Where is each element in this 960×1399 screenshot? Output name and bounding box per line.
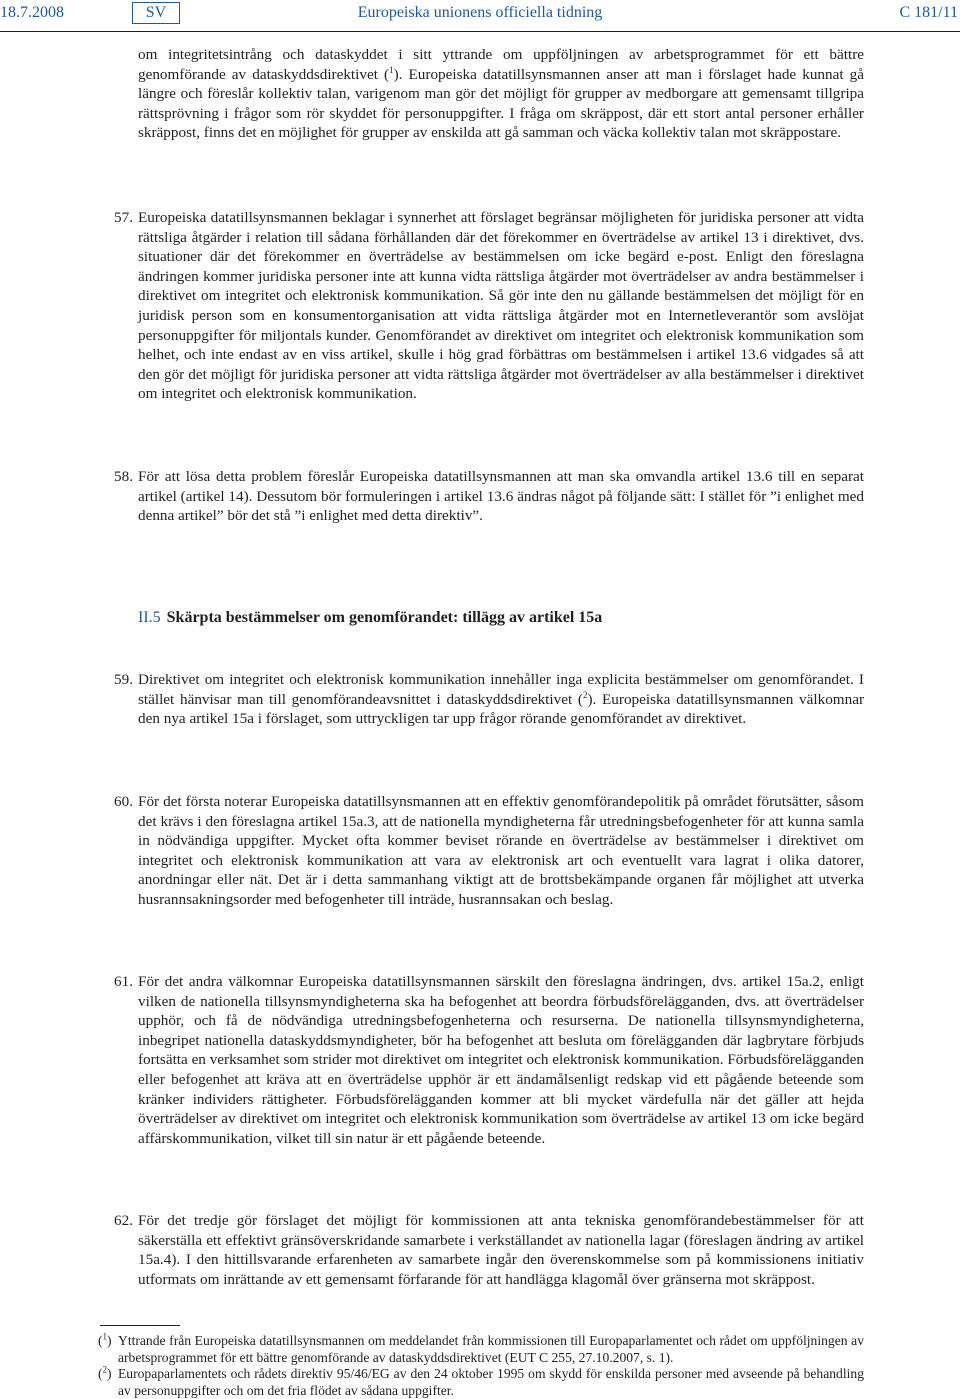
page-reference: C 181/11 [899, 4, 958, 21]
paragraph-text: För det tredje gör förslaget det möjligt för kommissionen att anta tekniska genomförandebestämmelser för att säkerställa ett effektivt gränsöverskridande samarbete i verkställandet av nationella lagar (föreslagen ändring av artikel 15a.4). I den hittillsvarande erfarenheten av samarbete ingår den överenskommelse som på kommissionens initiativ utformats om inrättande av ett gemensamt förfarande för att handlägga klagomål över gränserna mot skräppost. [138, 1212, 864, 1288]
paragraph-57 [114, 208, 864, 404]
section-number: II.5 [138, 609, 161, 626]
page-header [0, 0, 960, 32]
paragraph-59: 59. Direktivet om integritet och elektronisk kommunikation innehåller inga explicita bestämmelser om genomförandet. I stället hänvisar man till genomförandeavsnittet i dataskyddsdirektivet ($^2$). Europeiska datatillsynsmannen välkomnar den nya artikel 15a i förslaget, som uttryckligen tar upp frågor rörande genomförandet av direktivet. [138, 670, 864, 729]
paragraph-58 [114, 467, 864, 526]
paragraph-60 [114, 792, 864, 910]
paragraph-number: 57. [114, 209, 133, 226]
paragraph-number: 60. [114, 793, 133, 810]
footnote-2 [98, 1364, 864, 1399]
footnote-mark: ($^1$) [98, 1331, 112, 1348]
paragraph-text: Europeiska datatillsynsmannen beklagar i synnerhet att förslaget begränsar möjligheten för juridiska personer att vidta rättsliga åtgärder i relation till sådana förhållanden där det förekommer en överträdelse av artikel 13 i direktivet, dvs. situationer där det förekommer en överträdelse av bestämmelsen om icke begärd e-post. Enligt den föreslagna ändringen kommer juridiska personer inte att kunna vidta rättsliga åtgärder mot överträdelser av andra bestämmelser i direktivet om integritet och elektronisk kommunikation. Så gör inte den nu gällande bestämmelsen det möjligt för en juridisk person som en konsumentorganisation att vidta rättsliga åtgärder mot en Internetleverantör som avslöjat personuppgifter för miljontals kunder. Genomförandet av direktivet om integritet och elektronisk kommunikation som helhet, och inte endast av en viss artikel, skulle i hög grad förbättras om bestämmelsen i artikel 13.6 vidgades så att den gör det möjligt för juridiska personer att vidta rättsliga åtgärder mot överträdelser av alla bestämmelser i direktivet om integritet och elektronisk kommunikation. [138, 209, 864, 403]
footnote-text: Europaparlamentets och rådets direktiv 95/46/EG av den 24 oktober 1995 om skydd för enskilda personer med avseende på behandling av personuppgifter och om det fria flödet av sådana uppgifter. [118, 1366, 864, 1398]
header-divider [0, 31, 960, 32]
paragraph-62 [114, 1211, 864, 1289]
paragraph-number: 59. [114, 671, 133, 688]
paragraph-text: För det andra välkomnar Europeiska datatillsynsmannen särskilt den föreslagna ändringen, dvs. artikel 15a.2, enligt vilken de nationella tillsynsmyndigheterna ska ha befogenhet att beordra förbudsförelägganden, dvs. att överträdelser upphör, och få de nödvändiga utredningsbefogenheterna och resurserna. De nationella tillsynsmyndigheterna, inbegripet nationella dataskyddsmyndigheter, bör ha befogenhet att besluta om förelägganden där lagbrytare förbjuds fortsätta en verksamhet som strider mot direktivet om integritet och elektronisk kommunikation. Förbudsförelägganden eller befogenhet att kräva att en överträdelse upphör är ett ändamålsenligt redskap vid ett pågående beteende som kränker individers rättigheter. Förbudsförelägganden kommer att bli mycket värdefulla när det gäller att hejda överträdelser av direktivet om integritet och elektronisk kommunikation som överträdelse av artikel 13 om icke begärd affärskommunikation, vilket till sin natur är ett pågående beteende. [138, 973, 864, 1147]
paragraph-number: 62. [114, 1212, 133, 1229]
paragraph-number: 61. [114, 973, 133, 990]
paragraph-text: För att lösa detta problem föreslår Europeiska datatillsynsmannen att man ska omvandla artikel 13.6 till en separat artikel (artikel 14). Dessutom bör formuleringen i artikel 13.6 ändras något på följande sätt: I stället för ”i enlighet med denna artikel” bör det stå ”i enlighet med detta direktiv”. [138, 468, 864, 525]
paragraph-text: För det första noterar Europeiska datatillsynsmannen att en effektiv genomförandepolitik på området förutsätter, såsom det krävs i den föreslagna artikel 15a.3, att de nationella myndigheterna får utredningsbefogenheter för att kunna samla in nödvändiga uppgifter. Mycket ofta kommer beviset rörande en överträdelse av bestämmelser i direktivet om integritet och elektronisk kommunikation att vara av elektronisk art och eventuellt vara lagrat i olika datorer, anordningar eller nät. Det är i detta sammanhang viktigt att de brottsbekämpande organen får möjlighet att utverka husrannsakningsorder med befogenheter till inträde, husrannsakan och beslag. [138, 793, 864, 908]
language-badge: SV [132, 2, 180, 24]
paragraph-continued: om integritetsintrång och dataskyddet i sitt yttrande om uppföljningen av arbetsprogrammet för ett bättre genomförande av dataskyddsdirektivet ($^1$). Europeiska datatillsynsmannen anser att man i förslaget hade kunnat gå längre och föreslår kollektiv talan, varigenom man gör det möjligt för grupper av medborgare att gemensamt tillgripa rättsprövning i frågor som rör skyddet för personuppgifter. I fråga om skräppost, där ett stort antal personer erhåller skräppost, finns det en möjlighet för grupper av enskilda att gå samman och väcka kollektiv talan mot skräppostare. [138, 46, 865, 142]
paragraph-number: 58. [114, 468, 133, 485]
footnote-mark: ($^2$) [98, 1364, 112, 1381]
footnote-divider [100, 1325, 180, 1326]
footnote-text: Yttrande från Europeiska datatillsynsmannen om meddelandet från kommissionen till Europaparlamentet och rådet om uppföljningen av arbetsprogrammet för ett bättre genomförande av dataskyddsdirektivet (EUT C 255, 27.10.2007, s. 1). [118, 1333, 864, 1365]
section-title: Skärpta bestämmelser om genomförandet: tillägg av artikel 15a [166, 609, 603, 626]
publication-date: 18.7.2008 [0, 4, 64, 21]
section-heading [138, 608, 602, 628]
footnote-1 [98, 1331, 864, 1366]
paragraph-61 [114, 972, 864, 1148]
journal-title: Europeiska unionens officiella tidning [357, 4, 603, 21]
footnote-ref[interactable]: 2 [582, 689, 588, 700]
footnote-ref[interactable]: 1 [389, 64, 394, 75]
